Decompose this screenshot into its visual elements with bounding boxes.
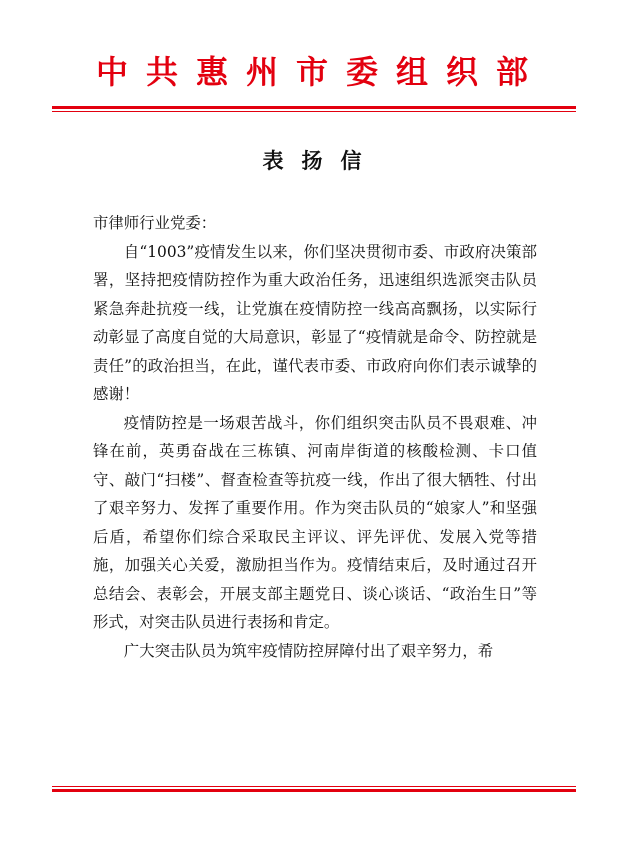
footer-rule-thin xyxy=(52,786,576,787)
paragraph-2: 疫情防控是一场艰苦战斗，你们组织突击队员不畏艰难、冲锋在前，英勇奋战在三栋镇、河南岸街道的核酸检测、卡口值守、敲门“扫楼”、督查检查等抗疫一线，作出了很大牺牲、付出了艰辛努力、发挥了重要作用。作为突击队员的“娘家人”和坚强后盾，希望你们综合采取民主评议、评先评优、发展入党等措施，加强关心关爱，激励担当作为。疫情结束后，及时通过召开总结会、表彰会，开展支部主题党日、谈心谈话、“政治生日”等形式，对突击队员进行表扬和肯定。 xyxy=(93,413,537,631)
letterhead-rule-thick xyxy=(52,106,576,109)
document-body xyxy=(93,209,537,665)
letterhead-rule-thin xyxy=(52,111,576,112)
paragraph-1: 自“1003”疫情发生以来，你们坚决贯彻市委、市政府决策部署，坚持把疫情防控作为重大政治任务，迅速组织选派突击队员紧急奔赴抗疫一线，让党旗在疫情防控一线高高飘扬，以实际行动彰显了高度自觉的大局意识，彰显了“疫情就是命令、防控就是责任”的政治担当，在此，谨代表市委、市政府向你们表示诚挚的感谢！ xyxy=(93,242,537,403)
footer-rule-thick xyxy=(52,789,576,792)
paragraph-3: 广大突击队员为筑牢疫情防控屏障付出了艰辛努力，希 xyxy=(123,641,494,660)
document-title: 表扬信 xyxy=(262,148,380,173)
letterhead-org-name: 中共惠州市委组织部 xyxy=(95,53,546,91)
salutation: 市律师行业党委： xyxy=(93,214,217,232)
